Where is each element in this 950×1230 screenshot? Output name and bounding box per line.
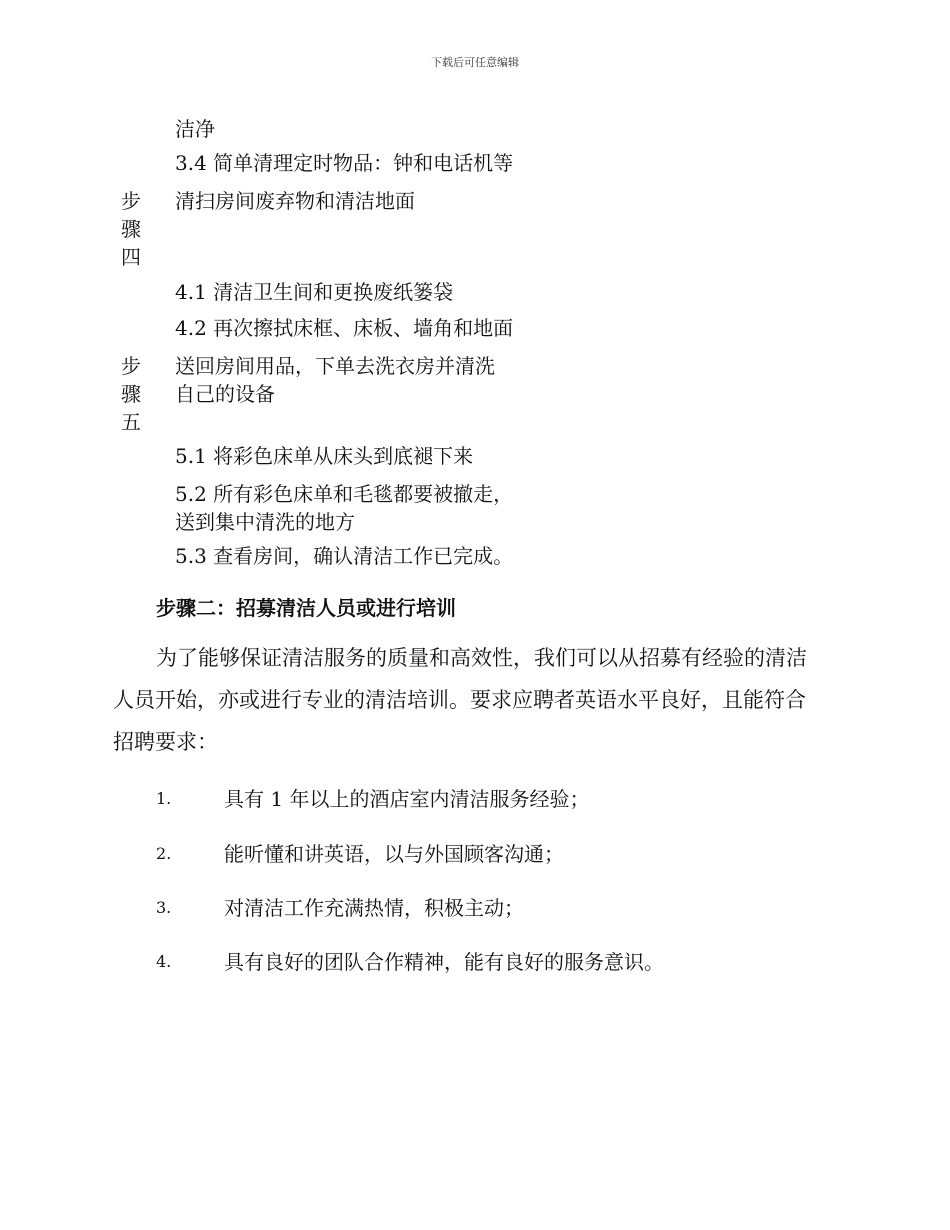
- step5-label-char: 五: [121, 410, 141, 434]
- step5-label-char: 骤: [121, 382, 141, 406]
- continuation-text: 洁净: [175, 117, 215, 141]
- requirement-text: 具有 1 年以上的酒店室内清洁服务经验；: [224, 787, 590, 811]
- page-header: 下载后可任意编辑: [431, 56, 519, 69]
- item-5-2-line: 5.2 所有彩色床单和毛毯都要被撤走，: [175, 482, 514, 506]
- requirement-text: 具有良好的团队合作精神，能有良好的服务意识。: [224, 950, 664, 974]
- requirement-text: 对清洁工作充满热情，积极主动；: [224, 896, 524, 920]
- section-heading: 步骤二：招募清洁人员或进行培训: [156, 596, 456, 620]
- item-5-2-line: 送到集中清洗的地方: [175, 510, 355, 534]
- requirement-number: 3.: [156, 898, 172, 917]
- paragraph-line: 为了能够保证清洁服务的质量和高效性，我们可以从招募有经验的清洁: [156, 646, 807, 670]
- paragraph-line: 人员开始，亦或进行专业的清洁培训。要求应聘者英语水平良好，且能符合: [113, 688, 806, 712]
- step5-title-line: 送回房间用品，下单去洗衣房并清洗: [175, 354, 495, 378]
- item-5-3: 5.3 查看房间，确认清洁工作已完成。: [175, 544, 514, 568]
- requirement-number: 1.: [156, 789, 172, 808]
- item-5-2: [175, 480, 513, 536]
- section-paragraph: [113, 637, 833, 763]
- requirement-number: 2.: [156, 844, 172, 863]
- requirement-number: 4.: [156, 952, 172, 971]
- paragraph-line: 招聘要求：: [113, 730, 218, 754]
- item-3-4: 3.4 简单清理定时物品：钟和电话机等: [175, 151, 514, 175]
- requirement-text: 能听懂和讲英语，以与外国顾客沟通；: [224, 842, 564, 866]
- step4-label-char: 四: [121, 245, 141, 269]
- step4-label-char: 骤: [121, 217, 141, 241]
- step5-label: [121, 352, 143, 436]
- step4-title: 清扫房间废弃物和清洁地面: [175, 189, 415, 213]
- step5-label-char: 步: [121, 354, 141, 378]
- item-4-2: 4.2 再次擦拭床框、床板、墙角和地面: [175, 316, 514, 340]
- step4-label: [121, 187, 143, 271]
- item-4-1: 4.1 清洁卫生间和更换废纸篓袋: [175, 280, 454, 304]
- step5-title: [175, 352, 495, 408]
- step5-title-line: 自己的设备: [175, 382, 275, 406]
- step4-label-char: 步: [121, 189, 141, 213]
- item-5-1: 5.1 将彩色床单从床头到底褪下来: [175, 444, 474, 468]
